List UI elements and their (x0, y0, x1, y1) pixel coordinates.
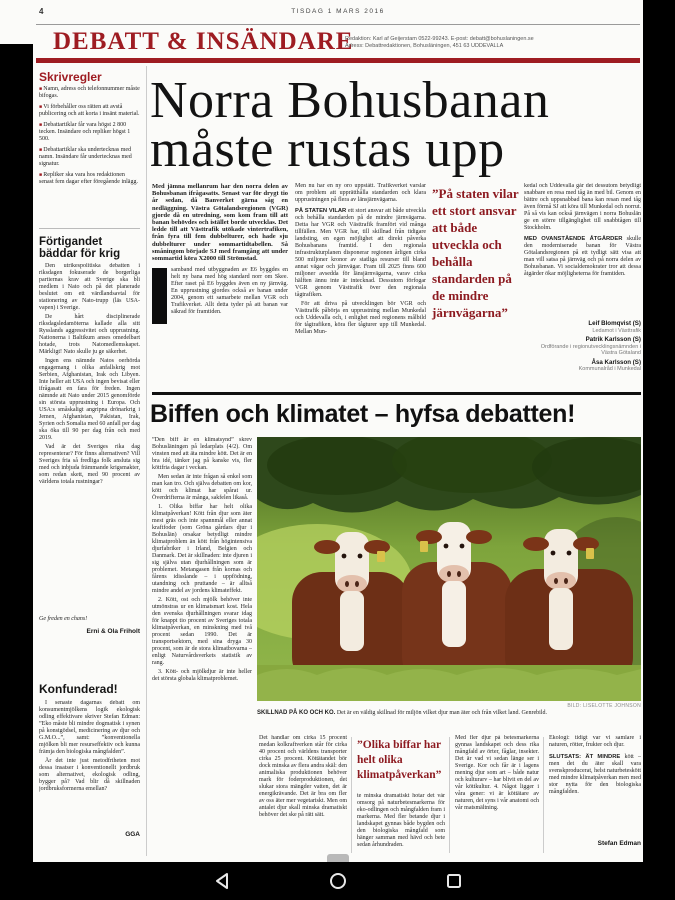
rail-divider (39, 228, 140, 229)
paragraph-text: samband med utbyggnaden av E6 byggdes en helt ny bana med hög standard norr om Skee. Efter raset på E6 byggdes även en ny järnväg. En upprustning gjordes också av banan under 2004, genom ett samarbete mellan VGR och Trafikverket. Allt detta tyder på att banan var säkrad för framtiden. (171, 267, 288, 316)
home-icon[interactable] (328, 871, 348, 891)
paragraph: Med fler djur på betesmarkerna gynnas landskapet och dess rika mångfald av örter, fåglar, insekter. Det är vad vi sedan länge ser i Sverige. Kor och får är i lagens mening djur som art – både natur och kulturarv – har blivit en del av vår köttkultur. 4. Något ligger i våra gener: vi är köttätare av naturen, det syns i vår anatomi och vår matsmältning. (455, 735, 539, 811)
paragraph-text: ett stort ansvar att både utveckla och behålla standarden på de mindre järnvägarna. Detta har VGR och Västtrafik framfört vid många tillfällen. Men VGR har, till skillnad från tidigare landsting, en egen möjlighet att direkt påverka Bohusbanans framtid. I den regionala infrastrukturplanen disponerar regionen årligen cirka 500 miljoner kronor av statliga resurser till bland annat vägar och järnvägar. Fram till 2025 finns 600 miljoner avsedda för länsjärnvägarna, varav cirka hälften ännu inte är intecknad. Dessutom förfogar VGR genom Västtrafik över den regionala tågtrafiken. (295, 208, 426, 298)
main-headline (150, 72, 642, 178)
fortigandet-title: Förtigandet bäddar för krig (39, 236, 121, 260)
biffen-col5 (549, 735, 641, 835)
skrivregler-item: ■ Vi förbehåller oss rätten att avstå publicering och att korta i insänt material. (39, 104, 140, 118)
paragraph: 3. Kött- och mjölkdjur är inte heller det största globala klimatproblemet. (152, 669, 252, 682)
author-name: Patrik Karlsson (S) (585, 336, 641, 343)
back-icon[interactable] (212, 871, 232, 891)
article1-col1 (152, 183, 288, 389)
paragraph: Är det inte just metodfriheten mot dessa insatser i konventionellt jordbruk som alternativet, ekologisk odling, bygger på? Vad blir då skillnaden jordbruksformerna emellan? (39, 758, 140, 792)
column-rule (146, 66, 147, 856)
article1-col2 (295, 183, 426, 389)
fortigandet-signoff: Ge freden en chans! (39, 616, 88, 622)
pull-quote: ”På staten vilar ett stort ansvar att både utveckla och behålla standarden på de mindre järnvägarna” (432, 186, 519, 320)
paragraph-text: skulle den moderniserade banan för Västra Götalandsregionen på ett tydligt sätt visa att man vill satsa på järnväg och på norra delen av Bohusbanan. Vi socialdemokrater tror att dessa åtgärder ökar möjligheterna för framtiden. (524, 236, 641, 277)
column-rule (351, 737, 352, 853)
paragraph: 1. Olika biffar har helt olika klimatpåverkan! Kött från djur som äter mest gräs och inte spannmål eller annat kraftfoder (som Gröna gårdars djur i Bohuslän) orsakar betydligt mindre klimatproblem än kött från högintensiva djurfabriker i Irland, Belgien och Danmark. Det är skillnaden: inte djuren i sig själva utan djurhållningen som är problemet. Metangasen från kornas och fårens idisslande – i uppfödning, utandning och pruttande – är alltså mindre andel av jordens klimateffekt. (152, 504, 252, 594)
fortigandet-body (39, 263, 140, 613)
author-role: Ordförande i regionutvecklingsnämnden i Västra Götaland (540, 343, 641, 356)
fortigandet-byline: Erni & Ola Friholt (86, 628, 140, 635)
paragraph: te minska dramatiskt hotar det vår omsorg på naturbetesmarkerna för eko-odlingen och mångfalden fram i markerna. Med fler betande djur i landskapet gynnas både bygden och den biologiska mångfald som hänger samman med hävd och bete sedan århundraden. (357, 793, 445, 848)
paragraph (295, 208, 426, 299)
dropcap-letter-I (152, 268, 167, 324)
paragraph (524, 236, 641, 278)
biffen-col2 (259, 735, 347, 853)
headline-line: Norra Bohusbanan (150, 72, 550, 129)
konfunderad-body (39, 700, 140, 826)
page-number: 4 (39, 7, 44, 16)
scroll-handle[interactable] (327, 854, 349, 862)
masthead-contact (345, 36, 637, 50)
paragraph: Ekologi: tidigt var vi samlare i naturen, rötter, frukter och djur. (549, 735, 641, 748)
column-rule (449, 737, 450, 853)
paragraph: För att driva på utvecklingen bör VGR och Västtrafik påbörja en upprustning mellan Munkedal och Uddevalla och, i enlighet med regionens målbild för tågtrafiken, köra fler tågturer upp till Munkedal. Mellan Mun- (295, 301, 426, 335)
biffen-col1 (152, 437, 252, 856)
paragraph: Den utrikespolitiska debatten i riksdagen fokuserade de borgerliga partiernas krav att Sverige ska bli medlem i Nato och på det planerade beslutet om ett värdlandsavtal för stationering av Nato-trupp (läs USA-vapen) i Sverige. (39, 263, 140, 311)
cows-photo (257, 437, 641, 701)
dropcap-paragraph (152, 267, 288, 316)
photo-caption (257, 710, 641, 717)
biffen-headline: Biffen och klimatet – hyfsa debatten! (150, 400, 576, 428)
paragraph: De hårt disciplinerade riksdagsledamöterna kallade alla sitt Rysslands aggressivitet och upprustning. Nationerna i Baltikum anses omedelbart hotade, trots Natomedlemskapet. Märkligt! Nato skulle ju ge säkerhet. (39, 314, 140, 355)
skrivregler-item: ■ Debattartiklar ska undertecknas med namn. Insändare får undertecknas med signatur. (39, 147, 140, 168)
konfunderad-byline: GGA (125, 831, 140, 838)
android-nav-bar (0, 862, 675, 900)
contact-line-1: Redaktion: Karl af Geijerstam 0522-99243. E-post: debatt@bohuslaningen.se (345, 36, 534, 42)
recents-icon[interactable] (444, 871, 464, 891)
cows-illustration (257, 437, 641, 701)
author-name: Åsa Karlsson (S) (591, 358, 641, 366)
paragraph: I senaste dagarnas debatt om konsumentmjölkens logik ekologisk odling effektivare skriver Stefan Edman: ”Eko måste bli mindre dogmatisk i synen på konstgödsel, medicinering av djur och G.M.O...”, samt: ”konventionella mjölken bli mer resurseffektiv och kunna främja den biologiska mångfalden”. (39, 700, 140, 755)
author-role: Ledamot i Västtrafik (592, 327, 641, 334)
photo-credit: BILD: LISELOTTE JOHNSON (567, 703, 641, 709)
paragraph: ”Den biff är en klimatsynd” skrev Bohusläningen på ledarplats (4/2). Om vinsten med att äta mindre kött. Det är en bra idé, tänker jag på kanske vis, fler köttfria dagar i veckan. (152, 437, 252, 471)
column-rule (543, 737, 544, 853)
lead-in: PÅ STATEN VILAR (295, 208, 347, 214)
biffen-byline: Stefan Edman (597, 840, 641, 847)
headline-line: måste rustas upp (150, 121, 505, 178)
masthead-red-bar (36, 58, 640, 63)
page-corner (0, 0, 33, 44)
caption-text: Det är en väldig skillnad för miljön vilket djur man äter och från vilket land. Genrebild. (336, 710, 547, 716)
author-block (524, 320, 641, 375)
biffen-col4 (455, 735, 539, 853)
skrivregler-item: ■ Repliker ska vara hos redaktionen senast fem dagar efter föregående inlägg. (39, 172, 140, 186)
newspaper-page[interactable] (33, 0, 643, 862)
paragraph: Ingen ens nämnde Natos oerhörda engagemang i olika anfallskrig mot Serbien, Afghanistan, Irak och Libyen. Inte heller att USA och ingen bevisat eller ifrågasatt en fara för freden. Ingen nämnde att Nato under 2015 genomförde sin största upprustning i Europa. Och USA:s småskaligt angripna drönarkrig i Jemen, Afghanistan, Pakistan, Irak, Syrien och Somalia med 60 anfall per dag ska öka till 90 per dag från och med 2019. (39, 358, 140, 441)
paragraph: Men sedan är inte frågan så enkel som man kan tro. Och själva debatten om kor, kött och klimat har spårat ur. Överdrifterna är många, sakfelen likaså. (152, 474, 252, 501)
issue-date: TISDAG 1 MARS 2016 (291, 8, 385, 15)
paragraph (549, 754, 641, 796)
lead-in: MED OVANSTÅENDE ÅTGÄRDER (524, 236, 623, 242)
author-role: Kommunalråd i Munkedal (578, 366, 641, 372)
skrivregler-item: ■ Debattartiklar får vara högst 2 800 tecken. Insändare och repliker högst 1 500. (39, 122, 140, 143)
paragraph: 2. Kött, ost och mjölk behöver inte utmönstras ur en klimatsmart kost. Hela den svenska djurhållningen svarar idag för knappt tio procent av Sveriges totala klimatpåverkan, en minskning med två procent sedan 1990. Det är transportsektorn, med sina dryga 30 procent, som är de stora klimatbovarna – enligt Naturvårdsverkets statistik av rang. (152, 597, 252, 666)
lead-paragraph: Med jämna mellanrum har den norra delen av Bohusbanan ifrågasatts. Senast var för drygt tio år sedan, då Banverket gärna såg en nedläggning. Västra Götalandsregionen (VGR) gjorde då en utredning, som kom fram till att banan behövdes och istället borde utvecklas. Det ledde till att Västtrafik utökade vintertrafiken, från fyra till fem dubbelturer, och hade sju dubbelturer under sommartidtabellen. Så småningom började SJ med framgång att under sommartid köra X2000 till Strömstad. (152, 183, 288, 263)
caption-lead: SKILLNAD PÅ KO OCH KO. (257, 710, 336, 716)
paragraph: Det handlar om cirka 15 procent medan kolkraftverken står för cirka 40 procent och världens transporter cirka 25 procent. Köttätandet bör dock minska av flera andra skäl: den animaliska produktionen behöver mark för foderproduktionen, det slukar stora mängder vatten, det är energikrävande. Det är bra om fler av oss äter mer vegetariskt. Men om antalet djur skall minska dramatiskt behöver det ske på rätt sätt. (259, 735, 347, 818)
biffen-col3 (357, 793, 445, 853)
biffen-pull-quote: ”Olika biffar har helt olika klimatpåverkan” (357, 739, 442, 781)
skrivregler-item: ■ Namn, adress och telefonnummer måste bifogas. (39, 86, 140, 100)
skrivregler-title: Skrivregler (39, 70, 102, 84)
paragraph: Vad är det Sveriges rika dag representerar? För finns alternativen? Vill Sveriges fria så fredliga folk ansluta sig med och inbjuda främmande krigsmakter, som redan skett, med 90 procent av världens totala rustningar? (39, 444, 140, 485)
article1-col4 (524, 183, 641, 315)
paragraph: Men nu har en ny oro uppstått. Trafikverket varslar om problem att upprätthålla standarden och klara upprustningen på flera av länsjärnvägarna. (295, 183, 426, 203)
article-divider (152, 392, 641, 395)
paragraph: kedal och Uddevalla går det dessutom betydligt snabbare en resa med tåg än med bil. Genom en bättre och uppsnabbad bana kan resan med tåg även förmå SJ att köra till Munkedal och norrut. På så vis kan också järnvägen i norra Bohuslän ge en större tillgänglighet till snabbtågen till Stockholm. (524, 183, 641, 231)
contact-line-2: Adress: Debattredaktionen, Bohusläningen, 451 63 UDDEVALLA (345, 43, 504, 49)
paragraph-text: kött – men det du äter skall vara svenskproducerat, helst naturbeteskött med mindre klimatpåverkan men med stor nytta för den biologiska mångfalden. (549, 754, 641, 795)
section-title: DEBATT & INSÄNDARE (53, 28, 354, 55)
folio-divider (36, 24, 640, 25)
lead-in: SLUTSATS: ÄT MINDRE (549, 754, 621, 760)
author-name: Leif Blomqvist (S) (588, 320, 641, 327)
skrivregler-list (39, 86, 140, 190)
konfunderad-title: Konfunderad! (39, 682, 118, 696)
